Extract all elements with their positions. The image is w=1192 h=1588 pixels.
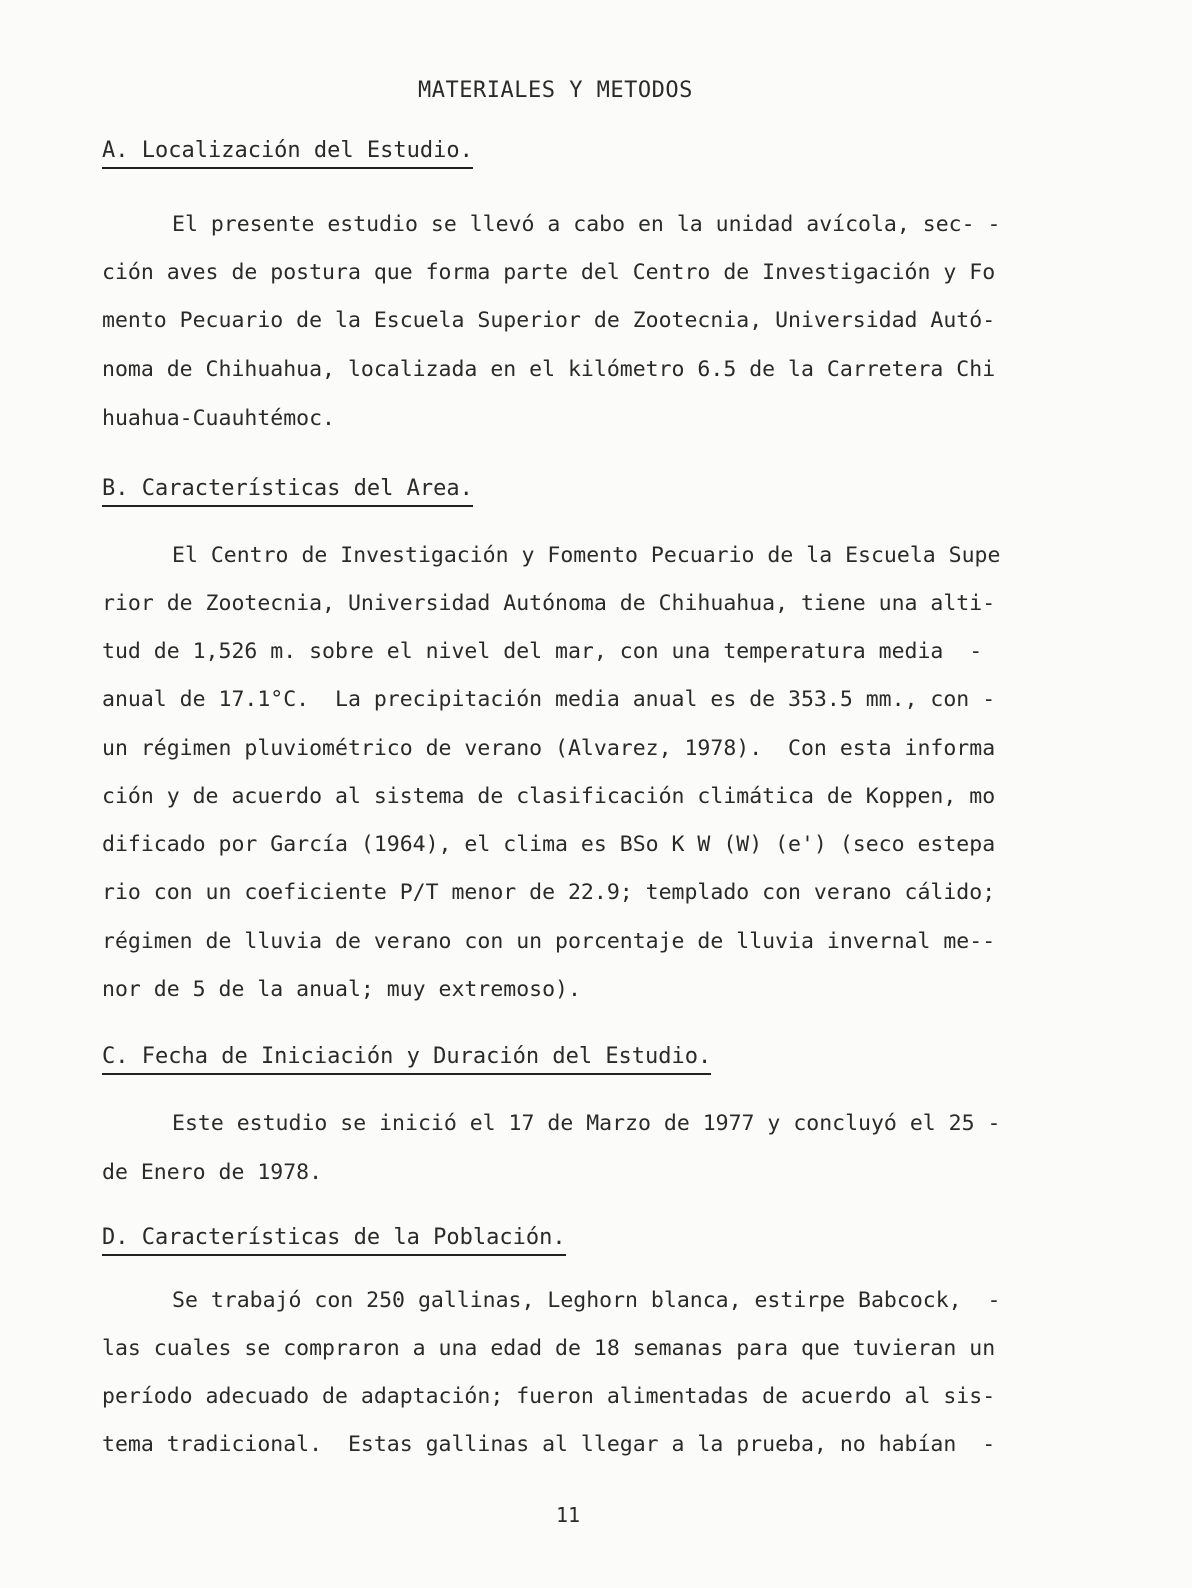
section-heading-a: A. Localización del Estudio. xyxy=(102,138,473,169)
paragraph-line: las cuales se compraron a una edad de 18 semanas para que tuvieran un xyxy=(102,1336,996,1361)
section-heading-d: D. Características de la Población. xyxy=(102,1225,566,1256)
paragraph-line: anual de 17.1°C. La precipitación media anual es de 353.5 mm., con - xyxy=(102,687,996,712)
paragraph-line: nor de 5 de la anual; muy extremoso). xyxy=(102,977,581,1002)
paragraph-line: tema tradicional. Estas gallinas al llegar a la prueba, no habían - xyxy=(102,1432,996,1457)
paragraph-line: huahua-Cuauhtémoc. xyxy=(102,406,335,431)
page-title: MATERIALES Y METODOS xyxy=(418,78,693,103)
paragraph-line: rior de Zootecnia, Universidad Autónoma de Chihuahua, tiene una alti- xyxy=(102,591,996,616)
section-heading-b: B. Características del Area. xyxy=(102,476,473,507)
paragraph-line: ción y de acuerdo al sistema de clasificación climática de Koppen, mo xyxy=(102,784,996,809)
paragraph-line: El presente estudio se llevó a cabo en la unidad avícola, sec- - xyxy=(172,212,1001,237)
paragraph-line: El Centro de Investigación y Fomento Pecuario de la Escuela Supe xyxy=(172,543,1001,568)
paragraph-line: Este estudio se inició el 17 de Marzo de 1977 y concluyó el 25 - xyxy=(172,1111,1001,1136)
paragraph-line: régimen de lluvia de verano con un porcentaje de lluvia invernal me-- xyxy=(102,929,996,954)
paragraph-line: dificado por García (1964), el clima es BSo K W (W) (e') (seco estepa xyxy=(102,832,996,857)
paragraph-line: un régimen pluviométrico de verano (Alvarez, 1978). Con esta informa xyxy=(102,736,996,761)
paragraph-line: ción aves de postura que forma parte del Centro de Investigación y Fo xyxy=(102,260,996,285)
paragraph-line: mento Pecuario de la Escuela Superior de Zootecnia, Universidad Autó- xyxy=(102,308,996,333)
paragraph-line: período adecuado de adaptación; fueron alimentadas de acuerdo al sis- xyxy=(102,1384,996,1409)
paragraph-line: Se trabajó con 250 gallinas, Leghorn blanca, estirpe Babcock, - xyxy=(172,1288,1001,1313)
paragraph-line: de Enero de 1978. xyxy=(102,1160,323,1185)
section-heading-c: C. Fecha de Iniciación y Duración del Estudio. xyxy=(102,1044,711,1075)
paragraph-line: noma de Chihuahua, localizada en el kilómetro 6.5 de la Carretera Chi xyxy=(102,357,996,382)
page-number: 11 xyxy=(556,1503,581,1527)
paragraph-line: rio con un coeficiente P/T menor de 22.9; templado con verano cálido; xyxy=(102,880,996,905)
paragraph-line: tud de 1,526 m. sobre el nivel del mar, con una temperatura media - xyxy=(102,639,983,664)
